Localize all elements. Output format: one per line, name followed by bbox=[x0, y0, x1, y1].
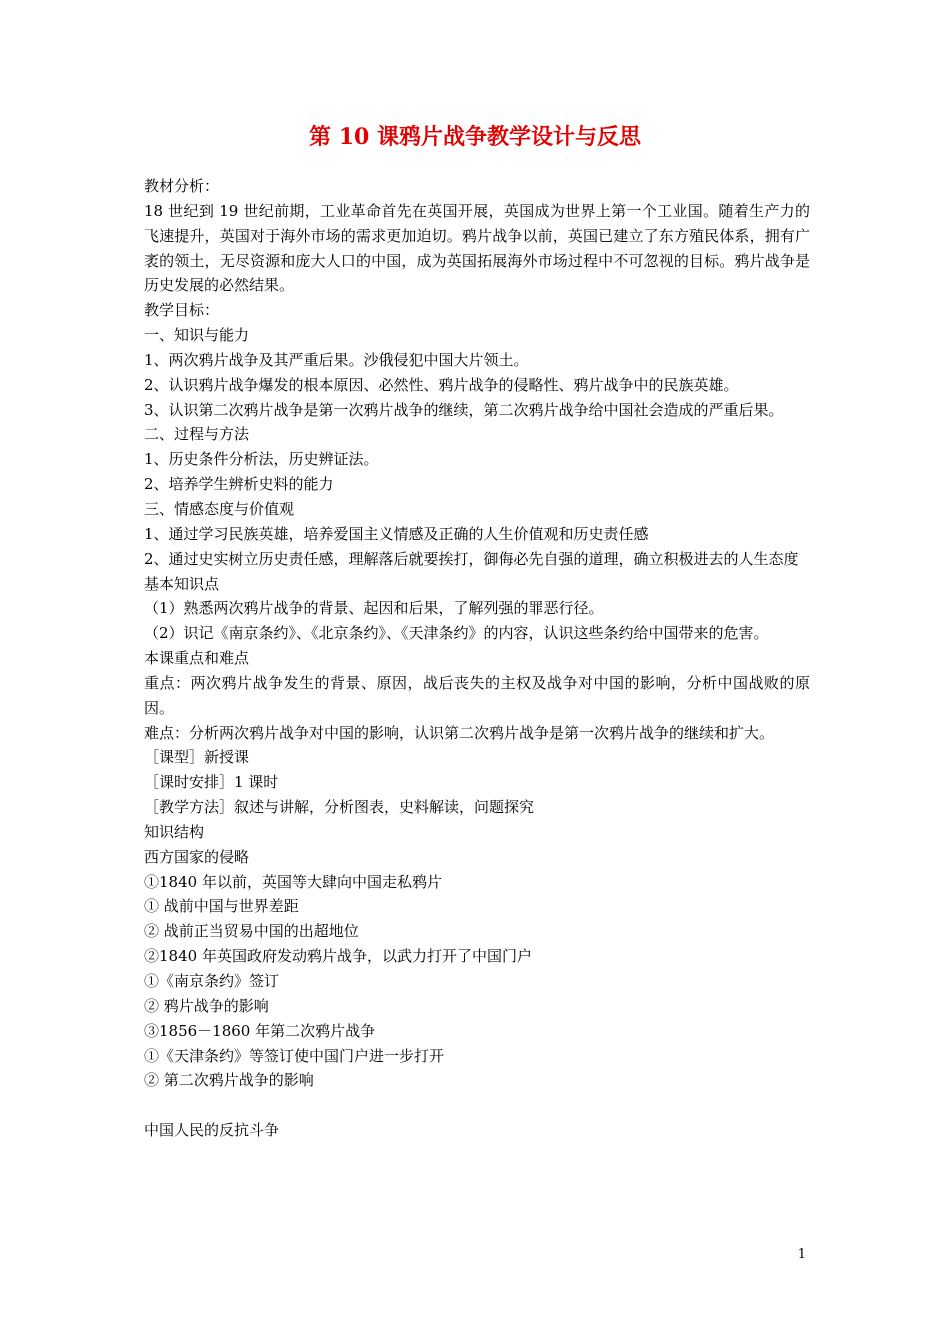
paragraph: ②1840 年英国政府发动鸦片战争，以武力打开了中国门户 bbox=[144, 947, 532, 966]
paragraph: 难点：分析两次鸦片战争对中国的影响，认识第二次鸦片战争是第一次鸦片战争的继续和扩大。 bbox=[144, 723, 775, 742]
paragraph: 三、情感态度与价值观 bbox=[144, 499, 295, 518]
paragraph: ② 鸦片战争的影响 bbox=[144, 996, 269, 1015]
page-number: 1 bbox=[797, 1247, 806, 1262]
paragraph: ①《天津条约》等签订使中国门户进一步打开 bbox=[144, 1046, 445, 1065]
paragraph: 2、认识鸦片战争爆发的根本原因、必然性、鸦片战争的侵略性、鸦片战争中的民族英雄。 bbox=[144, 375, 739, 394]
paragraph: ①《南京条约》签订 bbox=[144, 972, 280, 990]
paragraph: 1、两次鸦片战争及其严重后果。沙俄侵犯中国大片领土。 bbox=[144, 350, 529, 369]
document-title: 第 10 课鸦片战争教学设计与反思 bbox=[309, 124, 641, 150]
paragraph: 教材分析： bbox=[144, 177, 220, 195]
paragraph: ①1840 年以前，英国等大肆向中国走私鸦片 bbox=[144, 872, 442, 891]
paragraph: 知识结构 bbox=[144, 822, 205, 841]
paragraph: 3、认识第二次鸦片战争是第一次鸦片战争的继续，第二次鸦片战争给中国社会造成的严重后果。 bbox=[144, 400, 784, 419]
paragraph: 基本知识点 bbox=[144, 574, 220, 593]
paragraph: ② 战前正当贸易中国的出超地位 bbox=[144, 922, 359, 941]
paragraph: ③1856－1860 年第二次鸦片战争 bbox=[144, 1021, 376, 1040]
paragraph: 西方国家的侵略 bbox=[144, 847, 250, 866]
paragraph: 1、历史条件分析法，历史辨证法。 bbox=[144, 450, 379, 469]
paragraph: ［教学方法］叙述与讲解，分析图表，史料解读，问题探究 bbox=[144, 798, 535, 817]
paragraph: 2、通过史实树立历史责任感，理解落后就要挨打，御侮必先自强的道理，确立积极进去的人生态度 bbox=[144, 549, 799, 568]
paragraph: 18 世纪到 19 世纪前期，工业革命首先在英国开展，英国成为世界上第一个工业国。随着生产力的飞速提升，英国对于海外市场的需求更加迫切。鸦片战争以前，英国已建立了东方殖民体系，拥有广袤的领土，无尽资源和庞大人口的中国，成为英国拓展海外市场过程中不可忽视的目标。鸦片战争是历史发展的必然结果。 bbox=[144, 201, 810, 295]
paragraph: 1、通过学习民族英雄，培养爱国主义情感及正确的人生价值观和历史责任感 bbox=[144, 524, 649, 543]
paragraph: ［课型］新授课 bbox=[144, 748, 250, 767]
paragraph: ① 战前中国与世界差距 bbox=[144, 897, 299, 916]
paragraph: （1）熟悉两次鸦片战争的背景、起因和后果，了解列强的罪恶行径。 bbox=[144, 599, 604, 618]
paragraph: 2、培养学生辨析史料的能力 bbox=[144, 475, 334, 494]
paragraph: （2）识记《南京条约》、《北京条约》、《天津条约》的内容，认识这些条约给中国带来的危害。 bbox=[144, 624, 769, 643]
paragraph: 重点：两次鸦片战争发生的背景、原因，战后丧失的主权及战争对中国的影响，分析中国战败的原因。 bbox=[144, 673, 810, 717]
paragraph: 教学目标： bbox=[144, 301, 220, 320]
paragraph: ② 第二次鸦片战争的影响 bbox=[144, 1071, 314, 1090]
paragraph: 中国人民的反抗斗争 bbox=[144, 1121, 280, 1140]
paragraph: 本课重点和难点 bbox=[144, 649, 250, 668]
paragraph: ［课时安排］1 课时 bbox=[144, 773, 279, 792]
paragraph bbox=[144, 1093, 810, 1118]
paragraph: 一、知识与能力 bbox=[144, 326, 250, 345]
paragraph: 二、过程与方法 bbox=[144, 425, 250, 444]
document-body bbox=[144, 174, 810, 1143]
